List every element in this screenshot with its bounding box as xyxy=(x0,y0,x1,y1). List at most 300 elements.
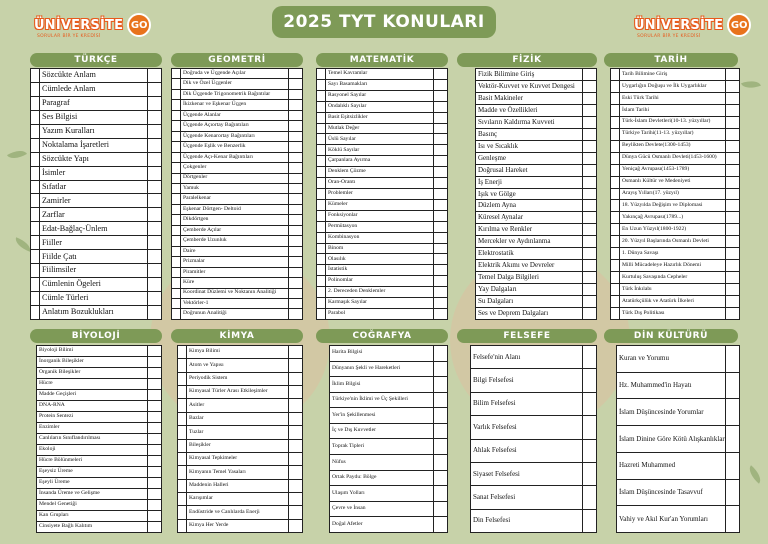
topic-checkbox[interactable] xyxy=(148,390,161,400)
topic-label: Koordinat Düzlemi ve Noktanın Analitiği xyxy=(180,289,289,298)
topic-label: Toprak Tipleri xyxy=(330,439,434,454)
topic-checkbox[interactable] xyxy=(148,250,161,263)
topic-checkbox[interactable] xyxy=(726,373,739,399)
topic-label: Üçgende Alanlar xyxy=(180,111,289,120)
topic-checkbox[interactable] xyxy=(726,260,739,271)
topic-checkbox[interactable] xyxy=(726,506,739,532)
topic-checkbox[interactable] xyxy=(148,401,161,411)
topic-checkbox[interactable] xyxy=(289,236,302,245)
topic-checkbox[interactable] xyxy=(583,93,596,104)
topic-checkbox[interactable] xyxy=(289,386,302,398)
topic-checkbox[interactable] xyxy=(434,69,447,79)
topic-row xyxy=(330,517,447,532)
topic-row xyxy=(611,165,739,177)
topic-row xyxy=(317,113,447,124)
topic-row xyxy=(617,346,739,373)
topic-checkbox[interactable] xyxy=(289,299,302,308)
topic-label: Elektrik Akımı ve Devreler xyxy=(476,260,583,271)
topic-checkbox[interactable] xyxy=(583,177,596,188)
topic-label: Fiiller xyxy=(39,236,148,249)
topic-checkbox[interactable] xyxy=(726,141,739,152)
topic-checkbox[interactable] xyxy=(434,254,447,264)
topic-row xyxy=(330,439,447,455)
topic-row xyxy=(611,153,739,165)
topic-checkbox[interactable] xyxy=(434,287,447,297)
topic-checkbox[interactable] xyxy=(583,308,596,319)
topic-label: Polinomlar xyxy=(325,276,434,286)
topic-label: DNA-RNA xyxy=(37,401,148,411)
topic-checkbox[interactable] xyxy=(434,156,447,166)
topic-label: Üçgende Kenarortay Bağıntıları xyxy=(180,132,289,141)
topic-label: Mercekler ve Aydınlanma xyxy=(476,236,583,247)
topic-checkbox[interactable] xyxy=(148,412,161,422)
topic-label: Dünya Gücü Osmanlı Devleti(1453-1600) xyxy=(619,153,726,164)
topic-label: Cümle Türleri xyxy=(39,292,148,305)
topic-checkbox[interactable] xyxy=(726,69,739,80)
topic-checkbox[interactable] xyxy=(289,506,302,518)
topic-checkbox[interactable] xyxy=(583,105,596,116)
topic-label: Sanat Felsefesi xyxy=(471,486,583,508)
topic-checkbox[interactable] xyxy=(434,167,447,177)
topic-checkbox[interactable] xyxy=(289,520,302,532)
topic-label: İslam Tarihi xyxy=(619,105,726,116)
topic-checkbox[interactable] xyxy=(434,265,447,275)
topic-label: Edat-Bağlaç-Ünlem xyxy=(39,222,148,235)
topic-row xyxy=(178,493,302,506)
topic-checkbox[interactable] xyxy=(726,81,739,92)
topic-row xyxy=(178,359,302,372)
topic-checkbox[interactable] xyxy=(148,522,161,532)
topic-checkbox[interactable] xyxy=(583,153,596,164)
topic-label: Vektör-Kuvvet ve Kuvvet Dengesi xyxy=(476,81,583,92)
topic-label: 2. Dereceden Denklemler xyxy=(325,287,434,297)
topic-checkbox[interactable] xyxy=(583,117,596,128)
topic-checkbox[interactable] xyxy=(148,97,161,110)
topic-row xyxy=(476,81,596,93)
topic-checkbox[interactable] xyxy=(726,453,739,479)
topic-checkbox[interactable] xyxy=(434,134,447,144)
topic-label: Yeniçağ Avrupası(1453-1789) xyxy=(619,165,726,176)
topic-checkbox[interactable] xyxy=(583,248,596,259)
topic-row xyxy=(317,134,447,145)
topic-checkbox[interactable] xyxy=(583,141,596,152)
topic-checkbox[interactable] xyxy=(434,424,447,439)
topic-checkbox[interactable] xyxy=(726,200,739,211)
topic-checkbox[interactable] xyxy=(289,184,302,193)
topic-label: 20. Yüzyıl Başlarında Osmanlı Devleti xyxy=(619,236,726,247)
topic-checkbox[interactable] xyxy=(434,502,447,517)
topic-label: Periyodik Sistem xyxy=(186,373,289,385)
topic-checkbox[interactable] xyxy=(434,276,447,286)
topic-row xyxy=(172,163,302,173)
topic-checkbox[interactable] xyxy=(583,212,596,223)
topic-checkbox[interactable] xyxy=(148,379,161,389)
topic-label: Asitler xyxy=(186,399,289,411)
topic-row xyxy=(31,292,161,306)
topic-checkbox[interactable] xyxy=(583,416,596,438)
topic-checkbox[interactable] xyxy=(583,510,596,532)
topic-checkbox[interactable] xyxy=(726,308,739,319)
topic-label: Fonksiyonlar xyxy=(325,211,434,221)
topic-checkbox[interactable] xyxy=(289,247,302,256)
topic-checkbox[interactable] xyxy=(726,153,739,164)
topic-checkbox[interactable] xyxy=(434,439,447,454)
topic-checkbox[interactable] xyxy=(434,189,447,199)
subject-panel-matematik xyxy=(316,68,448,320)
topic-checkbox[interactable] xyxy=(434,222,447,232)
topic-label: Doğal Afetler xyxy=(330,517,434,532)
topic-label: Nüfus xyxy=(330,455,434,470)
topic-checkbox[interactable] xyxy=(726,93,739,104)
topic-checkbox[interactable] xyxy=(583,284,596,295)
topic-checkbox[interactable] xyxy=(289,69,302,78)
topic-row xyxy=(476,117,596,129)
topic-checkbox[interactable] xyxy=(289,466,302,478)
topic-checkbox[interactable] xyxy=(434,455,447,470)
topic-checkbox[interactable] xyxy=(583,296,596,307)
topic-label: Piramitler xyxy=(180,268,289,277)
topic-checkbox[interactable] xyxy=(148,467,161,477)
topic-label: Zamirler xyxy=(39,194,148,207)
topic-checkbox[interactable] xyxy=(289,453,302,465)
subject-panel-biyoloji xyxy=(36,345,162,533)
topic-row xyxy=(31,153,161,167)
topic-label: 18. Yüzyılda Değişim ve Diplomasi xyxy=(619,200,726,211)
topic-row xyxy=(317,200,447,211)
topic-checkbox[interactable] xyxy=(289,440,302,452)
topic-checkbox[interactable] xyxy=(148,153,161,166)
column-header-kimya: KİMYA xyxy=(171,329,303,343)
topic-checkbox[interactable] xyxy=(148,357,161,367)
leaf-decoration xyxy=(7,146,27,163)
topic-row xyxy=(317,298,447,309)
topic-row xyxy=(317,91,447,102)
topic-row xyxy=(317,178,447,189)
topic-checkbox[interactable] xyxy=(583,81,596,92)
topic-row xyxy=(611,141,739,153)
topic-label: Çokgenler xyxy=(180,163,289,172)
topic-row xyxy=(476,69,596,81)
topic-checkbox[interactable] xyxy=(148,423,161,433)
topic-checkbox[interactable] xyxy=(148,208,161,221)
topic-row xyxy=(330,408,447,424)
topic-checkbox[interactable] xyxy=(434,244,447,254)
topic-row xyxy=(37,467,161,478)
topic-row xyxy=(172,215,302,225)
topic-checkbox[interactable] xyxy=(726,248,739,259)
topic-checkbox[interactable] xyxy=(289,268,302,277)
topic-checkbox[interactable] xyxy=(289,359,302,371)
topic-checkbox[interactable] xyxy=(726,189,739,200)
topic-row xyxy=(172,226,302,236)
topic-checkbox[interactable] xyxy=(148,306,161,319)
topic-checkbox[interactable] xyxy=(726,129,739,140)
topic-row xyxy=(476,260,596,272)
topic-row xyxy=(317,254,447,265)
topic-checkbox[interactable] xyxy=(289,174,302,183)
topic-checkbox[interactable] xyxy=(289,278,302,287)
topic-row xyxy=(172,111,302,121)
topic-label: Biyoloji Bilimi xyxy=(37,346,148,356)
topic-checkbox[interactable] xyxy=(726,284,739,295)
topic-row xyxy=(178,399,302,412)
topic-checkbox[interactable] xyxy=(434,408,447,423)
topic-checkbox[interactable] xyxy=(434,178,447,188)
topic-row xyxy=(172,121,302,131)
topic-checkbox[interactable] xyxy=(289,153,302,162)
topic-label: Siyaset Felsefesi xyxy=(471,463,583,485)
topic-row xyxy=(178,346,302,359)
topic-checkbox[interactable] xyxy=(148,445,161,455)
topic-label: İslam Düşüncesinde Yorumlar xyxy=(617,399,726,425)
topic-row xyxy=(31,69,161,83)
topic-checkbox[interactable] xyxy=(434,102,447,112)
topic-label: Sayı Basamakları xyxy=(325,80,434,90)
topic-label: İslam Dinine Göre Kötü Alışkanlıklar xyxy=(617,426,726,452)
topic-checkbox[interactable] xyxy=(583,393,596,415)
topic-checkbox[interactable] xyxy=(148,278,161,291)
topic-label: İnorganik Bileşikler xyxy=(37,357,148,367)
topic-checkbox[interactable] xyxy=(726,399,739,425)
topic-row xyxy=(172,205,302,215)
topic-row xyxy=(172,90,302,100)
topic-checkbox[interactable] xyxy=(289,79,302,88)
topic-row xyxy=(317,233,447,244)
topic-row xyxy=(317,69,447,80)
topic-checkbox[interactable] xyxy=(583,129,596,140)
topic-checkbox[interactable] xyxy=(289,426,302,438)
topic-checkbox[interactable] xyxy=(289,163,302,172)
topic-checkbox[interactable] xyxy=(434,309,447,319)
topic-checkbox[interactable] xyxy=(583,486,596,508)
topic-checkbox[interactable] xyxy=(148,222,161,235)
topic-row xyxy=(476,93,596,105)
topic-row xyxy=(611,177,739,189)
topic-checkbox[interactable] xyxy=(148,194,161,207)
column-header-cografya: COĞRAFYA xyxy=(316,329,448,343)
topic-checkbox[interactable] xyxy=(148,181,161,194)
subject-panel-cografya xyxy=(329,345,448,533)
topic-checkbox[interactable] xyxy=(726,177,739,188)
topic-row xyxy=(37,379,161,390)
leaf-decoration xyxy=(745,465,765,483)
topic-checkbox[interactable] xyxy=(726,117,739,128)
topic-checkbox[interactable] xyxy=(583,260,596,271)
topic-checkbox[interactable] xyxy=(289,480,302,492)
topic-label: Osmanlı Kültür ve Medeniyeti xyxy=(619,177,726,188)
column-header-geometri: GEOMETRİ xyxy=(171,53,303,67)
topic-checkbox[interactable] xyxy=(148,500,161,510)
topic-label: Çemberde Uzunluk xyxy=(180,236,289,245)
topic-row xyxy=(476,284,596,296)
topic-label: Yer'in Şekillenmesi xyxy=(330,408,434,423)
topic-checkbox[interactable] xyxy=(434,517,447,532)
subject-panel-kimya xyxy=(177,345,303,533)
topic-checkbox[interactable] xyxy=(434,393,447,408)
logo-badge: GO xyxy=(727,13,751,37)
topic-checkbox[interactable] xyxy=(434,200,447,210)
topic-checkbox[interactable] xyxy=(289,309,302,318)
topic-label: Türk İnkılabı xyxy=(619,284,726,295)
topic-row xyxy=(31,167,161,181)
logo-right xyxy=(634,9,751,41)
topic-checkbox[interactable] xyxy=(583,440,596,462)
topic-checkbox[interactable] xyxy=(583,346,596,368)
topic-checkbox[interactable] xyxy=(583,189,596,200)
leaf-decoration xyxy=(741,77,761,92)
topic-row xyxy=(317,265,447,276)
topic-checkbox[interactable] xyxy=(583,236,596,247)
topic-row xyxy=(37,412,161,423)
topic-label: Doğrunun Analitiği xyxy=(180,309,289,318)
topic-checkbox[interactable] xyxy=(726,346,739,372)
topic-checkbox[interactable] xyxy=(289,373,302,385)
topic-checkbox[interactable] xyxy=(148,456,161,466)
topic-checkbox[interactable] xyxy=(726,272,739,283)
topic-checkbox[interactable] xyxy=(583,69,596,80)
topic-label: Enzimler xyxy=(37,423,148,433)
topic-checkbox[interactable] xyxy=(289,399,302,411)
topic-checkbox[interactable] xyxy=(289,205,302,214)
topic-checkbox[interactable] xyxy=(434,346,447,361)
topic-checkbox[interactable] xyxy=(289,142,302,151)
topic-checkbox[interactable] xyxy=(583,369,596,391)
topic-checkbox[interactable] xyxy=(289,111,302,120)
topic-checkbox[interactable] xyxy=(148,434,161,444)
column-header-fizik: FİZİK xyxy=(457,53,597,67)
topic-checkbox[interactable] xyxy=(726,426,739,452)
topic-row xyxy=(37,489,161,500)
topic-row xyxy=(611,308,739,319)
topic-row xyxy=(172,268,302,278)
topic-checkbox[interactable] xyxy=(148,236,161,249)
topic-checkbox[interactable] xyxy=(148,478,161,488)
topic-checkbox[interactable] xyxy=(726,165,739,176)
topic-checkbox[interactable] xyxy=(148,167,161,180)
topic-label: Doğruda ve Üçgende Açılar xyxy=(180,69,289,78)
topic-label: Daire xyxy=(180,247,289,256)
topic-checkbox[interactable] xyxy=(148,264,161,277)
topic-row xyxy=(317,124,447,135)
topic-checkbox[interactable] xyxy=(434,80,447,90)
topic-checkbox[interactable] xyxy=(148,489,161,499)
topic-checkbox[interactable] xyxy=(148,346,161,356)
topic-checkbox[interactable] xyxy=(434,377,447,392)
topic-checkbox[interactable] xyxy=(148,83,161,96)
topic-row xyxy=(476,165,596,177)
topic-checkbox[interactable] xyxy=(434,113,447,123)
topic-checkbox[interactable] xyxy=(148,139,161,152)
topic-checkbox[interactable] xyxy=(148,368,161,378)
topic-checkbox[interactable] xyxy=(289,121,302,130)
topic-checkbox[interactable] xyxy=(434,145,447,155)
topic-checkbox[interactable] xyxy=(289,413,302,425)
topic-checkbox[interactable] xyxy=(148,125,161,138)
topic-checkbox[interactable] xyxy=(289,346,302,358)
topic-row xyxy=(476,224,596,236)
topic-row xyxy=(172,69,302,79)
topic-checkbox[interactable] xyxy=(289,493,302,505)
topic-label: Beylikten Devlete(1300-1453) xyxy=(619,141,726,152)
topic-row xyxy=(178,386,302,399)
subject-panel-fizik xyxy=(475,68,597,320)
topic-label: Endüstride ve Canlılarda Enerji xyxy=(186,506,289,518)
topic-label: İç ve Dış Kuvvetler xyxy=(330,424,434,439)
topic-checkbox[interactable] xyxy=(583,224,596,235)
topic-checkbox[interactable] xyxy=(726,224,739,235)
topic-row xyxy=(471,369,596,392)
topic-checkbox[interactable] xyxy=(289,90,302,99)
column-header-turkce: TÜRKÇE xyxy=(30,53,162,67)
topic-row xyxy=(611,272,739,284)
topic-label: Kuran ve Yorumu xyxy=(617,346,726,372)
topic-checkbox[interactable] xyxy=(434,233,447,243)
topic-label: Türkiye Tarihi(11-13. yüzyıllar) xyxy=(619,129,726,140)
topic-row xyxy=(317,222,447,233)
topic-label: Türkiye'nin İklimi ve Üç Şekilleri xyxy=(330,393,434,408)
topic-row xyxy=(476,129,596,141)
topic-label: Çemberde Açılar xyxy=(180,226,289,235)
topic-label: Işık ve Gölge xyxy=(476,189,583,200)
topic-checkbox[interactable] xyxy=(289,226,302,235)
topic-checkbox[interactable] xyxy=(434,362,447,377)
topic-checkbox[interactable] xyxy=(726,105,739,116)
topic-label: Atom ve Yapısı xyxy=(186,359,289,371)
topic-checkbox[interactable] xyxy=(148,111,161,124)
topic-label: Oran-Orantı xyxy=(325,178,434,188)
topic-label: Anlatım Bozuklukları xyxy=(39,306,148,319)
topic-checkbox[interactable] xyxy=(148,292,161,305)
topic-label: Vektörler-1 xyxy=(180,299,289,308)
topic-row xyxy=(178,413,302,426)
topic-checkbox[interactable] xyxy=(583,272,596,283)
topic-checkbox[interactable] xyxy=(289,100,302,109)
logo-tagline: SORULAR BİR YE KREDİSİ xyxy=(637,34,701,39)
topic-checkbox[interactable] xyxy=(726,296,739,307)
topic-checkbox[interactable] xyxy=(583,200,596,211)
topic-label: Uygarlığın Doğuşu ve İlk Uygarlıklar xyxy=(619,81,726,92)
topic-checkbox[interactable] xyxy=(148,69,161,82)
topic-checkbox[interactable] xyxy=(289,194,302,203)
subject-panel-tarih xyxy=(610,68,740,320)
topic-row xyxy=(31,236,161,250)
topic-checkbox[interactable] xyxy=(583,463,596,485)
topic-checkbox[interactable] xyxy=(726,480,739,506)
topic-checkbox[interactable] xyxy=(434,298,447,308)
topic-checkbox[interactable] xyxy=(434,91,447,101)
topic-label: Cinsiyete Bağlı Kalıtım xyxy=(37,522,148,532)
topic-row xyxy=(178,506,302,519)
topic-row xyxy=(611,236,739,248)
topic-label: Eski Türk Tarihi xyxy=(619,93,726,104)
topic-checkbox[interactable] xyxy=(434,124,447,134)
topic-checkbox[interactable] xyxy=(583,165,596,176)
topic-row xyxy=(31,264,161,278)
topic-checkbox[interactable] xyxy=(289,132,302,141)
topic-checkbox[interactable] xyxy=(289,289,302,298)
topic-checkbox[interactable] xyxy=(726,212,739,223)
topic-checkbox[interactable] xyxy=(434,486,447,501)
topic-checkbox[interactable] xyxy=(434,211,447,221)
topic-row xyxy=(617,399,739,426)
topic-row xyxy=(31,111,161,125)
topic-label: Yamuk xyxy=(180,184,289,193)
topic-checkbox[interactable] xyxy=(289,257,302,266)
topic-checkbox[interactable] xyxy=(434,471,447,486)
topic-checkbox[interactable] xyxy=(148,511,161,521)
topic-checkbox[interactable] xyxy=(289,215,302,224)
topic-checkbox[interactable] xyxy=(726,236,739,247)
